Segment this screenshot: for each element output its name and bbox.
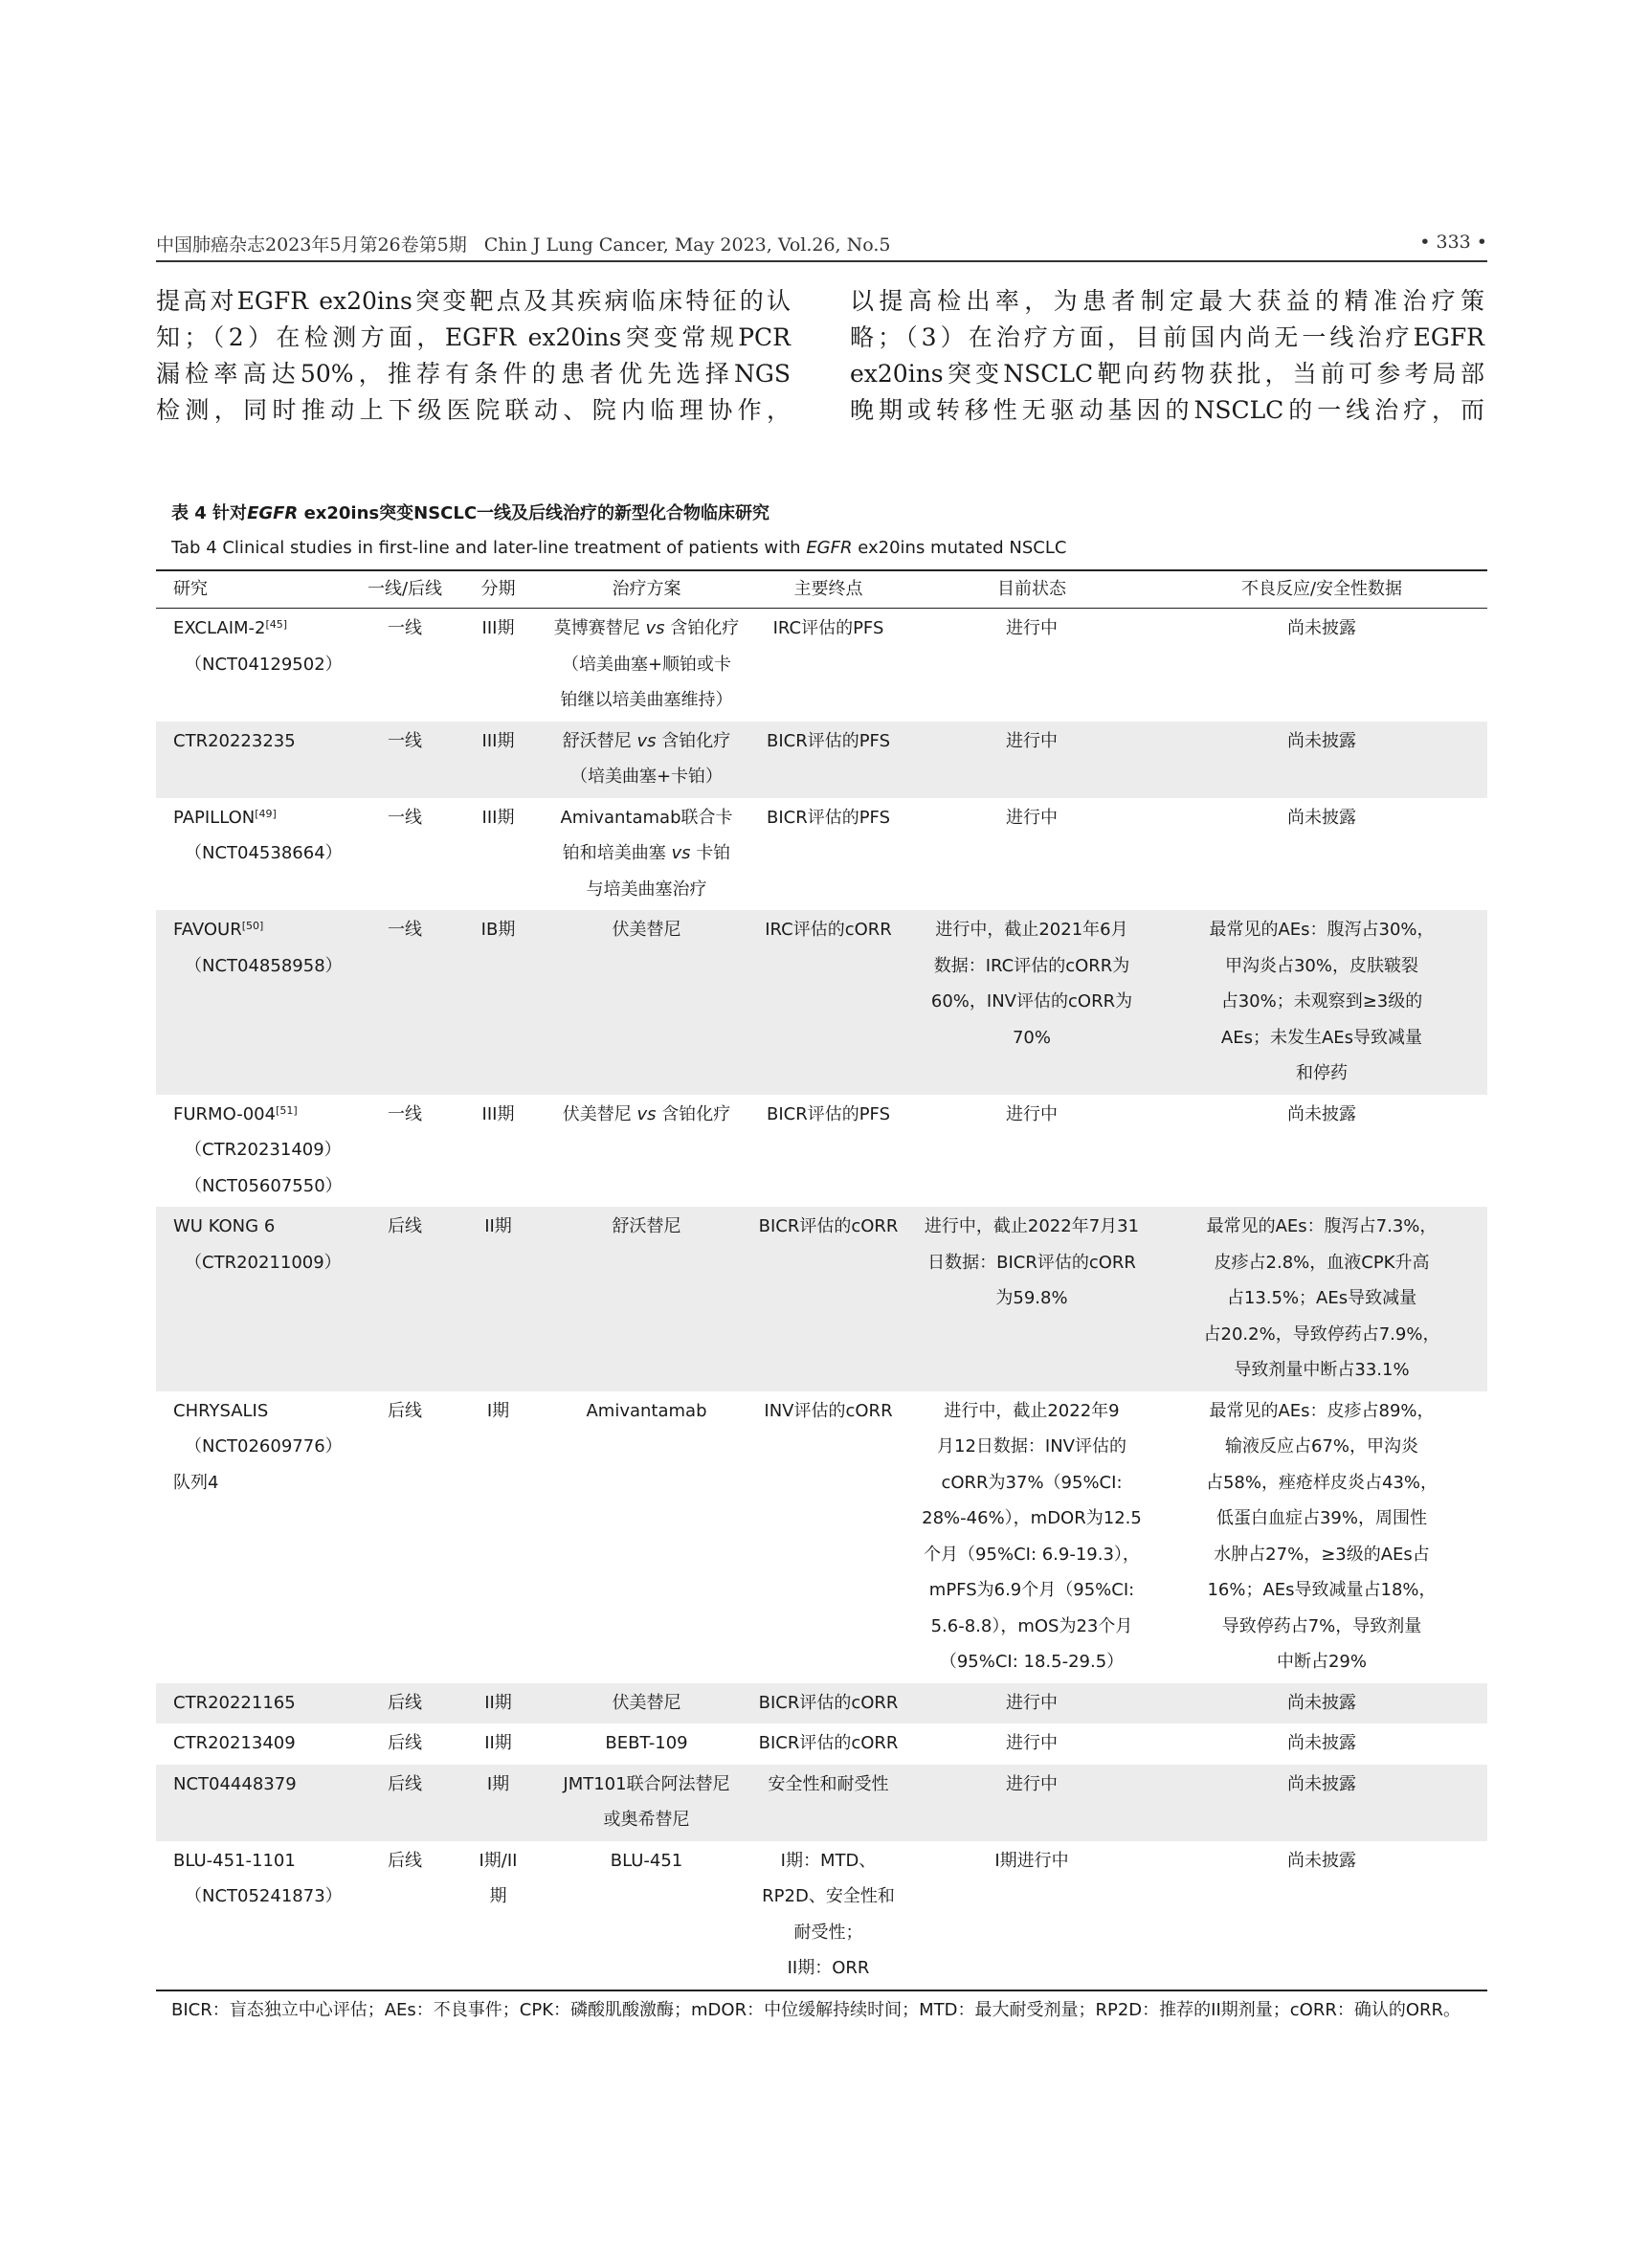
vs-label: vs (636, 730, 657, 751)
registry-id: （NCT04129502） (185, 654, 343, 675)
table-header-row (156, 570, 1487, 609)
cell-line-type: 一线 (357, 722, 453, 798)
cell-study (156, 1095, 357, 1208)
registry-id: （NCT04538664） (185, 843, 343, 863)
journal-cn: 中国肺癌杂志2023年5月第26卷第5期 (156, 234, 467, 256)
cell-regimen (544, 1095, 749, 1208)
cell-line-type: 后线 (357, 1207, 453, 1391)
cell-line: 占13.5%；AEs导致减量 (1226, 1288, 1417, 1308)
body-line: ex20ins突变NSCLC靶向药物获批，当前可参考局部 (850, 360, 1484, 388)
page-header (156, 232, 1487, 262)
cell-line: INV评估的cORR (764, 1400, 893, 1421)
cell-line: I期进行中 (994, 1850, 1069, 1871)
body-line: 以提高检出率，为患者制定最大获益的精准治疗策 (850, 287, 1484, 315)
cell-line: 输液反应占67%，甲沟炎 (1224, 1436, 1418, 1456)
cell-line-type: 后线 (357, 1683, 453, 1724)
cell-study (156, 1391, 357, 1683)
study-id: EXCLAIM-2 (173, 618, 266, 638)
cell-line: 或奥希替尼 (603, 1810, 690, 1830)
cell-study (156, 798, 357, 911)
regimen-main (547, 611, 746, 647)
regimen-part: 含铂化疗 (656, 1103, 731, 1124)
table-row (156, 1841, 1487, 1990)
cell-line: 水肿占27%，≥3级的AEs占 (1214, 1544, 1430, 1565)
cell-endpoint (749, 1207, 907, 1391)
cell-line: 甲沟炎占30%，皮肤皲裂 (1224, 955, 1418, 976)
cell-line: 最常见的AEs：腹泻占30%， (1209, 920, 1435, 940)
cell-study (156, 1723, 357, 1765)
study-id: CHRYSALIS (173, 1400, 269, 1421)
cell-line: I期/II (479, 1850, 518, 1871)
cell-line: II期：ORR (787, 1958, 870, 1978)
body-line: 晚期或转移性无驱动基因的NSCLC的一线治疗，而 (850, 396, 1484, 424)
cell-phase: I期 (486, 1400, 510, 1421)
cell-phase: III期 (481, 618, 515, 638)
page-number: • 333 • (1419, 232, 1487, 253)
cell-study (156, 722, 357, 798)
cell-endpoint (749, 1391, 907, 1683)
cell-line-type: 一线 (388, 1103, 422, 1124)
column-header: 治疗方案 (544, 570, 749, 609)
cell-line: 伏美替尼 (612, 920, 681, 940)
column-header: 不良反应/安全性数据 (1156, 570, 1487, 609)
table-footnote: BICR：盲态独立中心评估；AEs：不良事件；CPK：磷酸肌酸激酶；mDOR：中位缓解持续时间；MTD：最大耐受剂量；RP2D：推荐的II期剂量；cORR：确认的ORR。 (171, 2000, 1461, 2020)
cell-line: BICR评估的cORR (758, 1216, 899, 1236)
cell-line: 尚未披露 (1287, 807, 1356, 828)
column-header: 分期 (453, 570, 544, 609)
cell-line: BLU-451 (610, 1850, 683, 1871)
cell-status (907, 1841, 1156, 1990)
cell-line: 进行中 (1006, 1692, 1058, 1713)
cell-endpoint (749, 1723, 907, 1765)
cell-endpoint (749, 609, 907, 722)
cell-line: 尚未披露 (1287, 1773, 1356, 1794)
study-id: FAVOUR (173, 920, 242, 940)
cell-line: 为59.8% (995, 1288, 1068, 1308)
cell-study (156, 1207, 357, 1391)
cell-line: I期：MTD、 (780, 1850, 877, 1871)
cell-line: 伏美替尼 (612, 1692, 681, 1713)
body-line: 提高对EGFR ex20ins突变靶点及其疾病临床特征的认 (156, 287, 791, 315)
cell-line: 数据：IRC评估的cORR为 (933, 955, 1130, 976)
cell-line: 尚未披露 (1287, 618, 1356, 638)
registry-id: （NCT04858958） (185, 955, 343, 976)
cell-line: 进行中，截止2022年9 (944, 1400, 1120, 1421)
table-row (156, 1723, 1487, 1765)
caption-text: ex20ins mutated NSCLC (852, 538, 1067, 558)
cell-line: 与培美曲塞治疗 (586, 878, 707, 900)
journal-en: Chin J Lung Cancer, May 2023, Vol.26, No.5 (483, 234, 891, 256)
regimen-part: 舒沃替尼 (562, 730, 637, 751)
regimen-part: 莫博赛替尼 (553, 618, 646, 638)
cell-regimen (544, 1841, 749, 1990)
column-header: 主要终点 (749, 570, 907, 609)
cell-endpoint (749, 1683, 907, 1724)
column-header: 一线/后线 (357, 570, 453, 609)
cell-line: cORR为37%（95%CI: (941, 1472, 1123, 1493)
cell-status (907, 609, 1156, 722)
cell-line: 占20.2%，导致停药占7.9%， (1203, 1323, 1440, 1345)
cell-line: 舒沃替尼 (612, 1216, 681, 1236)
cell-line: 导致剂量中断占33.1% (1234, 1360, 1410, 1380)
cell-line: 60%，INV评估的cORR为 (930, 991, 1133, 1012)
cell-endpoint (749, 1841, 907, 1990)
study-name (173, 611, 353, 647)
table-row (156, 798, 1487, 911)
table-row (156, 1391, 1487, 1683)
registry-id: （CTR20211009） (185, 1252, 342, 1273)
cell-endpoint (749, 722, 907, 798)
cell-endpoint (749, 910, 907, 1095)
cell-regimen (544, 910, 749, 1095)
cell-line: 尚未披露 (1287, 1692, 1356, 1713)
cell-line: 尚未披露 (1287, 1733, 1356, 1753)
cell-line: 耐受性； (793, 1922, 863, 1943)
study-id: CTR20213409 (173, 1733, 296, 1753)
cell-endpoint (749, 1765, 907, 1841)
table-row (156, 1683, 1487, 1724)
cell-line: （培美曲塞+卡铂） (569, 767, 724, 787)
cell-line: 进行中，截止2021年6月 (935, 920, 1128, 940)
cell-safety (1156, 910, 1487, 1095)
cell-line: 铂和培美曲塞 vs 卡铂 (562, 843, 731, 863)
study-name (173, 1097, 353, 1133)
cell-line-type: 一线 (357, 910, 453, 1095)
caption-gene: EGFR (806, 538, 853, 558)
cell-line: 进行中 (1006, 807, 1058, 828)
reference: [51] (276, 1103, 298, 1117)
cell-status (907, 1723, 1156, 1765)
cell-endpoint (749, 798, 907, 911)
cell-study (156, 609, 357, 722)
body-line: 略；（3）在治疗方面，目前国内尚无一线治疗EGFR (850, 323, 1484, 351)
cell-status (907, 910, 1156, 1095)
cell-safety (1156, 1683, 1487, 1724)
cell-line: 70% (1012, 1027, 1051, 1048)
study-name (173, 800, 353, 836)
regimen-part: 含铂化疗 (656, 730, 731, 751)
cell-line-type: 后线 (388, 1850, 422, 1871)
cell-line: 进行中 (1006, 618, 1058, 638)
table-caption-en (171, 538, 1066, 558)
cell-regimen (544, 1683, 749, 1724)
table-row (156, 1765, 1487, 1841)
cell-line: RP2D、安全性和 (762, 1886, 895, 1906)
cell-line: 日数据：BICR评估的cORR (927, 1252, 1136, 1273)
cell-line: JMT101联合阿法替尼 (563, 1773, 730, 1794)
cell-regimen (544, 609, 749, 722)
cell-phase: IB期 (453, 910, 544, 1095)
cell-regimen (544, 1207, 749, 1391)
cell-phase (453, 1841, 544, 1990)
cell-line: 尚未披露 (1287, 1850, 1356, 1871)
table-body (156, 609, 1487, 1990)
cell-line: BICR评估的cORR (758, 1733, 899, 1753)
cell-line: 尚未披露 (1287, 1103, 1356, 1124)
cell-status (907, 1683, 1156, 1724)
cell-line: 占30%；未观察到≥3级的 (1220, 991, 1423, 1012)
cell-line: （95%CI: 18.5-29.5） (939, 1652, 1125, 1672)
cell-safety (1156, 798, 1487, 911)
cell-safety (1156, 1207, 1487, 1391)
cell-study (156, 1683, 357, 1724)
study-id: CTR20221165 (173, 1692, 296, 1713)
cell-line: 进行中 (1006, 730, 1058, 751)
cell-line: IRC评估的cORR (765, 920, 892, 940)
study-id: FURMO-004 (173, 1103, 277, 1124)
right-column (850, 283, 1484, 429)
journal-info (156, 231, 891, 256)
body-text (156, 283, 1487, 494)
study-name (173, 723, 353, 760)
regimen-part: 含铂化疗 (664, 618, 740, 638)
cell-line: 16%；AEs导致减量占18%， (1207, 1580, 1437, 1600)
reference: [50] (241, 920, 264, 932)
cell-study (156, 1765, 357, 1841)
regimen-main (547, 723, 746, 760)
cell-safety (1156, 1841, 1487, 1990)
cell-line: 进行中，截止2022年7月31 (924, 1216, 1140, 1236)
study-name (173, 1685, 353, 1722)
body-line: 检测，同时推动上下级医院联动、院内临理协作， (156, 396, 791, 424)
cell-line: 皮疹占2.8%，血液CPK升高 (1214, 1252, 1430, 1273)
cell-safety (1156, 1765, 1487, 1841)
body-line: 知；（2）在检测方面，EGFR ex20ins突变常规PCR (156, 323, 791, 351)
cell-line: 最常见的AEs：皮疹占89%， (1209, 1400, 1435, 1421)
vs-label: vs (671, 843, 691, 863)
study-id: NCT04448379 (173, 1773, 297, 1794)
cell-line: Amivantamab (586, 1400, 707, 1421)
cell-line: 中断占29% (1276, 1652, 1367, 1672)
cell-line: BICR评估的PFS (766, 807, 891, 828)
study-name (173, 1725, 353, 1762)
cell-study (156, 910, 357, 1095)
cell-safety (1156, 609, 1487, 722)
cell-phase: III期 (481, 1103, 515, 1124)
cell-regimen (544, 798, 749, 911)
cell-line: 28%-46%），mDOR为12.5 (922, 1508, 1142, 1528)
cell-safety (1156, 1095, 1487, 1208)
cell-line: 进行中 (1006, 1773, 1058, 1794)
cell-status (907, 1207, 1156, 1391)
cell-line: 期 (489, 1886, 507, 1906)
cell-line: 和停药 (1296, 1063, 1348, 1083)
cell-regimen (544, 722, 749, 798)
cell-line-type: 后线 (388, 1733, 422, 1753)
cell-phase: I期 (453, 1765, 544, 1841)
body-line: 漏检率高达50%，推荐有条件的患者优先选择NGS (156, 360, 791, 388)
cell-status (907, 722, 1156, 798)
cell-regimen (544, 1391, 749, 1683)
cell-line: 安全性和耐受性 (768, 1773, 889, 1794)
cell-line-type: 后线 (388, 1400, 422, 1421)
vs-label: vs (636, 1103, 657, 1124)
cell-line: IRC评估的PFS (772, 618, 884, 638)
cell-phase: II期 (484, 1733, 512, 1753)
regimen-main (547, 1097, 746, 1133)
column-header: 目前状态 (907, 570, 1156, 609)
cell-safety (1156, 1723, 1487, 1765)
cell-line: 占58%，痤疮样皮炎占43%， (1205, 1472, 1438, 1493)
cell-line: 导致停药占7%，导致剂量 (1221, 1615, 1422, 1636)
cell-endpoint (749, 1095, 907, 1208)
study-name (173, 1843, 353, 1879)
caption-text: ex20ins突变NSCLC一线及后线治疗的新型化合物临床研究 (298, 503, 770, 523)
cell-safety (1156, 722, 1487, 798)
registry-id: （NCT05241873） (185, 1886, 343, 1906)
study-name (173, 1209, 353, 1245)
table-row (156, 910, 1487, 1095)
cohort: 队列4 (173, 1472, 219, 1493)
cell-status (907, 1765, 1156, 1841)
reference: [49] (255, 807, 277, 820)
clinical-studies-table (156, 569, 1487, 1991)
cell-line-type: 后线 (357, 1765, 453, 1841)
cell-line: 个月（95%CI: 6.9-19.3）， (924, 1544, 1140, 1565)
cell-line: 进行中 (1006, 1103, 1058, 1124)
registry-id: （CTR20231409） (185, 1140, 342, 1160)
cell-regimen (544, 1765, 749, 1841)
table-row (156, 1095, 1487, 1208)
study-name (173, 912, 353, 948)
caption-gene: EGFR (247, 503, 299, 523)
cell-line: 5.6-8.8），mOS为23个月 (930, 1615, 1133, 1636)
cell-line: mPFS为6.9个月（95%CI: (928, 1580, 1135, 1600)
cell-line: AEs；未发生AEs导致减量 (1220, 1027, 1423, 1048)
registry-id: （NCT05607550） (185, 1175, 343, 1196)
registry-id: （NCT02609776） (185, 1436, 343, 1456)
left-column (156, 283, 791, 429)
cell-line: BICR评估的PFS (766, 730, 891, 751)
caption-text: 表 4 针对 (171, 503, 248, 523)
regimen-part: 伏美替尼 (562, 1103, 637, 1124)
cell-line: 进行中 (1006, 1733, 1058, 1753)
cell-status (907, 1095, 1156, 1208)
cell-status (907, 798, 1156, 911)
cell-study (156, 1841, 357, 1990)
cell-phase: III期 (453, 722, 544, 798)
cell-line: 月12日数据：INV评估的 (937, 1436, 1126, 1456)
study-id: WU KONG 6 (173, 1216, 276, 1236)
reference: [45] (265, 618, 288, 631)
cell-line: 最常见的AEs：腹泻占7.3%， (1206, 1216, 1438, 1236)
cell-line-type: 一线 (388, 807, 422, 828)
cell-regimen (544, 1723, 749, 1765)
table-caption-cn (171, 500, 769, 524)
cell-line-type: 一线 (388, 618, 422, 638)
vs-label: vs (645, 618, 665, 638)
cell-line: 铂继以培美曲塞维持） (560, 690, 733, 710)
cell-line: BICR评估的cORR (758, 1692, 899, 1713)
study-id: BLU-451-1101 (173, 1850, 296, 1871)
study-id: CTR20223235 (173, 730, 296, 751)
table-row (156, 609, 1487, 722)
cell-phase: II期 (453, 1683, 544, 1724)
cell-phase: II期 (453, 1207, 544, 1391)
cell-line: BICR评估的PFS (766, 1103, 891, 1124)
study-name (173, 1393, 353, 1430)
cell-line: BEBT-109 (605, 1733, 688, 1753)
cell-line: 尚未披露 (1287, 730, 1356, 751)
column-header: 研究 (156, 570, 357, 609)
table-row (156, 722, 1487, 798)
cell-status (907, 1391, 1156, 1683)
cell-line: （培美曲塞+顺铂或卡 (561, 654, 732, 675)
cell-phase: III期 (481, 807, 515, 828)
table-row (156, 1207, 1487, 1391)
cell-line: Amivantamab联合卡 (560, 807, 733, 828)
cell-line: 低蛋白血症占39%，周围性 (1215, 1508, 1427, 1528)
study-id: PAPILLON (173, 807, 256, 828)
study-name (173, 1767, 353, 1803)
cell-safety (1156, 1391, 1487, 1683)
caption-text: Tab 4 Clinical studies in first-line and later-line treatment of patients with (171, 538, 807, 558)
